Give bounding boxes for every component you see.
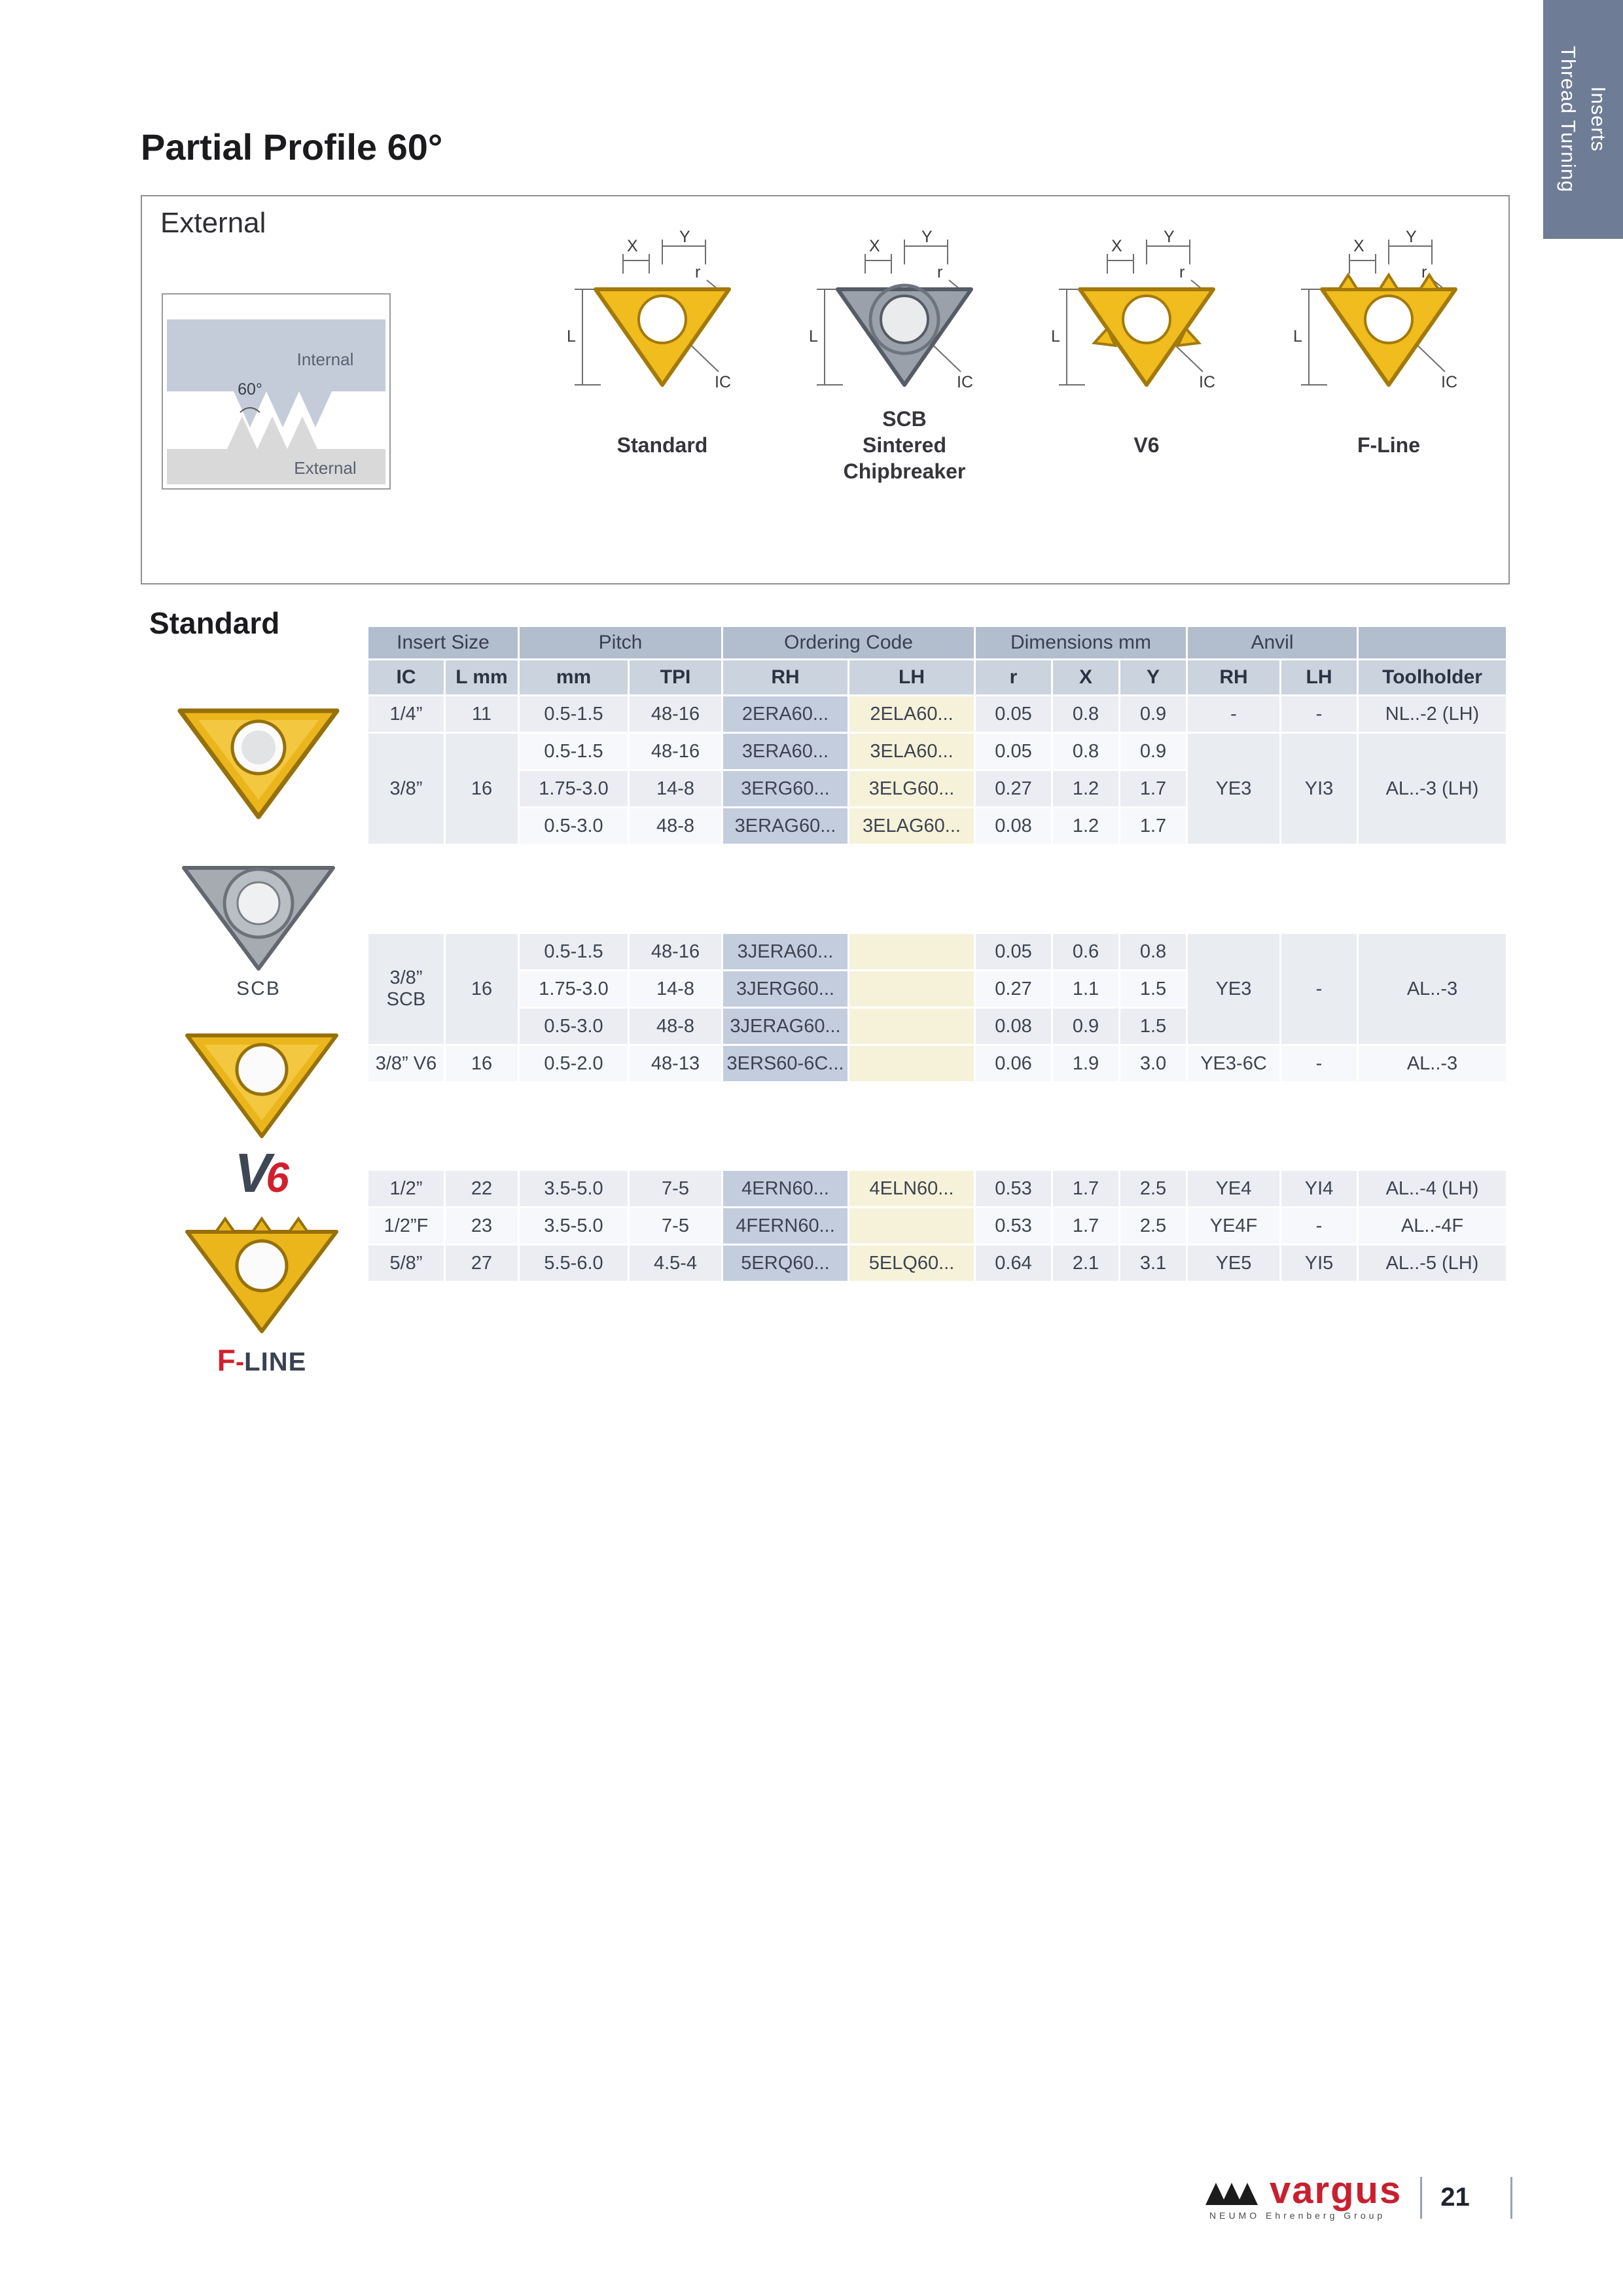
cell-lh-code: 3ELG60... (849, 771, 974, 806)
cell-lh-code (849, 1208, 974, 1244)
cell-lh-code: 4ELN60... (849, 1171, 974, 1206)
cell-x: 1.7 (1053, 1171, 1118, 1206)
col-header-x: X (1053, 660, 1118, 694)
cell-tpi: 48-13 (630, 1046, 721, 1081)
cell-rh-code: 5ERQ60... (723, 1246, 847, 1281)
y-dim-label: Y (921, 229, 933, 246)
cell-rh-code: 3ERG60... (723, 771, 847, 806)
cell-mm: 0.5-1.5 (520, 734, 628, 769)
col-header-rh: RH (723, 660, 847, 694)
cell-rh-code: 3JERG60... (723, 971, 847, 1007)
cell-tpi: 14-8 (630, 771, 721, 806)
brand-tagline: NEUMO Ehrenberg Group (1209, 2210, 1386, 2221)
page-number: 21 (1440, 2183, 1470, 2212)
col-header-r: r (976, 660, 1051, 694)
group-header-ordering-code: Ordering Code (723, 627, 974, 658)
fline-logo-f: F (217, 1343, 236, 1377)
fline-logo (170, 1345, 353, 1375)
cell-toolholder: AL..-4 (LH) (1359, 1171, 1506, 1206)
col-header-y: Y (1120, 660, 1186, 694)
cell-l: 16 (446, 1046, 518, 1081)
cell-anvil-lh: - (1281, 1208, 1357, 1244)
cell-x: 0.8 (1053, 696, 1118, 732)
variant-label-fline (1357, 403, 1420, 488)
table-row (368, 696, 1506, 732)
insert-hole (881, 296, 928, 343)
table-row (368, 734, 1506, 769)
scb-caption: SCB (236, 978, 281, 999)
cell-y: 3.1 (1120, 1246, 1186, 1281)
col-header-l: L mm (446, 660, 518, 694)
ic-dim-label: IC (957, 373, 973, 391)
section-title-standard: Standard (149, 606, 280, 640)
footer-edge-mark (1510, 2177, 1512, 2219)
variant-scb (796, 229, 1012, 488)
fline-logo-dash: - (235, 1348, 245, 1376)
cell-x: 0.6 (1053, 934, 1118, 969)
cell-y: 2.5 (1120, 1171, 1186, 1206)
cell-y: 0.9 (1120, 734, 1186, 769)
cell-x: 1.2 (1053, 771, 1118, 806)
brand-row (1204, 2169, 1402, 2212)
cell-tpi: 14-8 (630, 971, 721, 1007)
v6-logo-v: V (234, 1142, 272, 1204)
cell-mm: 0.5-3.0 (520, 808, 628, 844)
cell-ic: 5/8” (368, 1246, 444, 1281)
ic-line2: SCB (386, 989, 426, 1010)
cell-anvil-lh: YI4 (1281, 1171, 1357, 1206)
x-dim-label: X (627, 237, 638, 255)
y-dim-label: Y (1164, 229, 1175, 246)
cell-y: 1.7 (1120, 771, 1186, 806)
cell-mm: 0.5-1.5 (520, 934, 628, 969)
cell-y: 2.5 (1120, 1208, 1186, 1244)
cell-lh-code (849, 971, 974, 1007)
insert-variant-diagrams (554, 229, 1497, 488)
cell-r: 0.08 (976, 1009, 1051, 1044)
cell-x: 1.1 (1053, 971, 1118, 1007)
variant-label-line: Chipbreaker (843, 459, 966, 483)
cell-x: 1.7 (1053, 1208, 1118, 1244)
y-dim-label: Y (679, 229, 690, 246)
page-title: Partial Profile 60° (141, 126, 443, 168)
cell-lh-code (849, 1009, 974, 1044)
r-dim-label: r (1421, 263, 1427, 281)
cell-r: 0.05 (976, 696, 1051, 732)
variant-label-line: F-Line (1357, 433, 1420, 457)
r-dim-label: r (695, 263, 701, 281)
cell-y: 1.5 (1120, 971, 1186, 1007)
cell-r: 0.53 (976, 1171, 1051, 1206)
variant-label-standard (617, 403, 708, 488)
table-row (368, 1171, 1506, 1206)
variant-fline (1281, 229, 1497, 488)
cell-x: 0.8 (1053, 734, 1118, 769)
cell-lh-code (849, 1046, 974, 1081)
cell-toolholder: AL..-5 (LH) (1359, 1246, 1506, 1281)
cell-mm: 0.5-1.5 (520, 696, 628, 732)
cell-rh-code: 3JERAG60... (723, 1009, 847, 1044)
footer (1204, 2169, 1531, 2221)
cell-rh-code: 3ERS60-6C... (723, 1046, 847, 1081)
col-header-toolholder: Toolholder (1359, 660, 1506, 694)
v6-logo (170, 1142, 353, 1204)
table-row (368, 1046, 1506, 1081)
standard-table-block-3 (366, 1169, 1508, 1283)
cell-anvil-rh: YE3 (1188, 934, 1279, 1044)
cell-anvil-lh: - (1281, 934, 1357, 1044)
insert-hole (639, 296, 686, 343)
cell-toolholder: AL..-4F (1359, 1208, 1506, 1244)
table-row (368, 1246, 1506, 1281)
ic-dim-label: IC (1441, 373, 1457, 391)
tooth-2 (253, 1219, 271, 1232)
cell-rh-code: 4ERN60... (723, 1171, 847, 1206)
cell-rh-code: 3ERAG60... (723, 808, 847, 844)
cell-l: 22 (446, 1171, 518, 1206)
standard-table-block-2 (366, 932, 1508, 1083)
cell-toolholder: AL..-3 (LH) (1359, 734, 1506, 844)
cell-r: 0.05 (976, 734, 1051, 769)
cell-rh-code: 4FERN60... (723, 1208, 847, 1244)
x-dim-label: X (1353, 237, 1364, 255)
v6-insert-photo (170, 1013, 353, 1141)
cell-ic: 1/2” (368, 1171, 444, 1206)
cell-lh-code: 2ELA60... (849, 696, 974, 732)
tooth-2 (1380, 275, 1398, 289)
cell-toolholder: AL..-3 (1359, 934, 1506, 1044)
cell-r: 0.64 (976, 1246, 1051, 1281)
group-header-insert-size: Insert Size (368, 627, 518, 658)
footer-divider (1420, 2177, 1422, 2219)
cell-rh-code: 3JERA60... (723, 934, 847, 969)
external-box (141, 195, 1510, 584)
column-header-row (368, 660, 1506, 694)
cell-l: 11 (446, 696, 518, 732)
cell-mm: 0.5-3.0 (520, 1009, 628, 1044)
ic-line1: 3/8” (389, 967, 423, 988)
cell-mm: 3.5-5.0 (520, 1171, 628, 1206)
cell-anvil-lh: - (1281, 1046, 1357, 1081)
l-dim-label: L (1051, 327, 1060, 346)
cell-toolholder: NL..-2 (LH) (1359, 696, 1506, 732)
cell-y: 0.9 (1120, 696, 1186, 732)
cell-l: 27 (446, 1246, 518, 1281)
ic-dim-label: IC (1199, 373, 1215, 391)
insert-hole (238, 882, 279, 924)
cell-y: 1.7 (1120, 808, 1186, 844)
external-label-small: External (294, 458, 357, 478)
cell-l: 23 (446, 1208, 518, 1244)
tooth-3 (289, 1219, 308, 1232)
cell-r: 0.06 (976, 1046, 1051, 1081)
product-image-standard (160, 687, 357, 825)
fline-insert-photo (170, 1206, 353, 1336)
cell-l: 16 (446, 734, 518, 844)
cell-r: 0.08 (976, 808, 1051, 844)
cell-ic: 3/8” (368, 734, 444, 844)
insert-hole (1123, 296, 1170, 343)
ic-dim-label: IC (715, 373, 731, 391)
insert-hole (237, 1045, 287, 1094)
group-header-blank (1359, 627, 1506, 658)
r-dim-label: r (1179, 263, 1185, 281)
cell-r: 0.27 (976, 771, 1051, 806)
cell-toolholder: AL..-3 (1359, 1046, 1506, 1081)
vargus-logo (1204, 2169, 1402, 2221)
cell-ic: 3/8” V6 (368, 1046, 444, 1081)
col-header-mm: mm (520, 660, 628, 694)
v6-logo-6: 6 (266, 1154, 289, 1201)
cell-mm: 1.75-3.0 (520, 771, 628, 806)
cell-mm: 0.5-2.0 (520, 1046, 628, 1081)
cell-rh-code: 3ERA60... (723, 734, 847, 769)
cell-x: 1.9 (1053, 1046, 1118, 1081)
cell-tpi: 7-5 (630, 1208, 721, 1244)
col-header-anvil-lh: LH (1281, 660, 1357, 694)
cell-lh-code (849, 934, 974, 969)
product-image-fline (170, 1206, 353, 1375)
cell-lh-code: 5ELQ60... (849, 1246, 974, 1281)
variant-label-v6 (1133, 403, 1159, 488)
cell-mm: 3.5-5.0 (520, 1208, 628, 1244)
cell-anvil-rh: - (1188, 696, 1279, 732)
cell-anvil-lh: YI3 (1281, 734, 1357, 844)
angle-label: 60° (238, 380, 262, 399)
insert-diagram-standard (558, 229, 767, 403)
col-header-lh: LH (849, 660, 974, 694)
tooth-1 (216, 1219, 234, 1232)
l-dim-label: L (809, 327, 818, 346)
variant-label-line: SCB (882, 407, 927, 431)
product-image-scb (167, 846, 350, 1000)
cell-y: 3.0 (1120, 1046, 1186, 1081)
cell-tpi: 48-8 (630, 808, 721, 844)
cell-l: 16 (446, 934, 518, 1044)
l-dim-label: L (1293, 327, 1302, 346)
cell-anvil-rh: YE3-6C (1188, 1046, 1279, 1081)
insert-diagram-v6 (1042, 229, 1251, 403)
insert-diagram-fline (1284, 229, 1493, 403)
insert-diagram-scb (800, 229, 1009, 403)
col-header-ic: IC (368, 660, 444, 694)
col-header-tpi: TPI (630, 660, 721, 694)
group-header-row (368, 627, 1506, 658)
cell-y: 1.5 (1120, 1009, 1186, 1044)
group-header-dimensions: Dimensions mm (976, 627, 1186, 658)
insert-hole-inner (241, 730, 276, 764)
x-dim-label: X (1111, 237, 1122, 255)
table-row (368, 1208, 1506, 1244)
cell-anvil-lh: YI5 (1281, 1246, 1357, 1281)
cell-tpi: 4.5-4 (630, 1246, 721, 1281)
cell-tpi: 48-16 (630, 696, 721, 732)
cell-ic: 1/4” (368, 696, 444, 732)
y-dim-label: Y (1406, 229, 1417, 246)
scb-insert-photo (167, 846, 350, 973)
variant-label-line: V6 (1133, 433, 1160, 457)
x-dim-label: X (869, 237, 880, 255)
cell-anvil-rh: YE4F (1188, 1208, 1279, 1244)
cell-ic (368, 934, 444, 1044)
l-dim-label: L (567, 327, 576, 346)
cell-mm: 1.75-3.0 (520, 971, 628, 1007)
cell-ic: 1/2”F (368, 1208, 444, 1244)
internal-label: Internal (296, 350, 354, 369)
group-header-anvil: Anvil (1188, 627, 1357, 658)
tooth-1 (1339, 275, 1357, 289)
cell-anvil-rh: YE5 (1188, 1246, 1279, 1281)
cell-tpi: 48-16 (630, 734, 721, 769)
cell-y: 0.8 (1120, 934, 1186, 969)
group-header-pitch: Pitch (520, 627, 721, 658)
cell-tpi: 48-16 (630, 934, 721, 969)
product-image-v6 (170, 1013, 353, 1204)
standard-insert-photo (160, 687, 357, 821)
table-row (368, 934, 1506, 969)
variant-standard (554, 229, 770, 488)
cell-r: 0.05 (976, 934, 1051, 969)
cell-tpi: 48-8 (630, 1009, 721, 1044)
cell-r: 0.27 (976, 971, 1051, 1007)
variant-label-line: Standard (616, 433, 708, 457)
cell-r: 0.53 (976, 1208, 1051, 1244)
variant-label-line: Sintered (862, 433, 946, 457)
variant-label-scb (844, 403, 966, 488)
standard-table-block-1 (366, 625, 1508, 846)
side-tab-label-line1: Thread Turning (1557, 46, 1580, 193)
cell-anvil-rh: YE3 (1188, 734, 1279, 844)
cell-anvil-lh: - (1281, 696, 1357, 732)
vargus-mountains-icon (1204, 2178, 1267, 2206)
col-header-anvil-rh: RH (1188, 660, 1279, 694)
insert-hole (1365, 296, 1412, 343)
cell-mm: 5.5-6.0 (520, 1246, 628, 1281)
external-box-label: External (160, 207, 266, 239)
cell-x: 1.2 (1053, 808, 1118, 844)
side-tab-label-line2: Inserts (1587, 86, 1610, 152)
cell-rh-code: 2ERA60... (723, 696, 847, 732)
variant-v6 (1039, 229, 1255, 488)
brand-name: vargus (1270, 2169, 1402, 2212)
fline-logo-line: LINE (244, 1348, 307, 1376)
cell-lh-code: 3ELAG60... (849, 808, 974, 844)
insert-hole (237, 1241, 287, 1291)
r-dim-label: r (937, 263, 943, 281)
cell-lh-code: 3ELA60... (849, 734, 974, 769)
cell-anvil-rh: YE4 (1188, 1171, 1279, 1206)
cell-x: 2.1 (1053, 1246, 1118, 1281)
side-tab-thread-turning-inserts (1543, 0, 1623, 239)
thread-profile-diagram (162, 293, 391, 490)
cell-tpi: 7-5 (630, 1171, 721, 1206)
cell-x: 0.9 (1053, 1009, 1118, 1044)
